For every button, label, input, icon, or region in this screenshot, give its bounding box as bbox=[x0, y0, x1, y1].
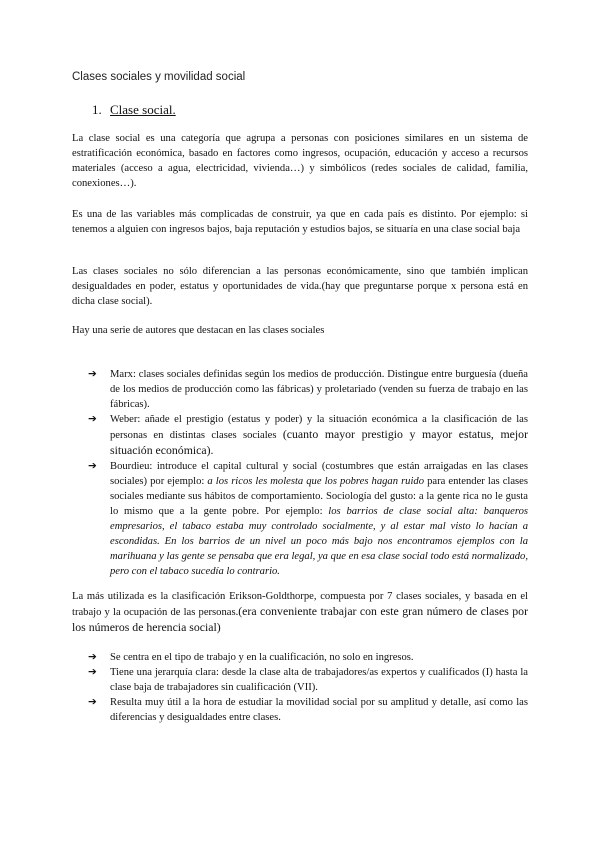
erikson-main-text: La más utilizada es la clasificación Erikson-Goldthorpe, compuesta por 7 clases sociales, y basada en el trabajo y la ocupación de las personas. bbox=[72, 591, 528, 618]
arrow-bullet-icon: ➔ bbox=[88, 666, 97, 678]
feature-text: Tiene una jerarquía clara: desde la clase alta de trabajadores/as expertos y cualificados (I) hasta la clase baja de trabajadores sin cualificación (VII). bbox=[110, 667, 528, 693]
feature-item bbox=[88, 650, 528, 665]
arrow-bullet-icon: ➔ bbox=[88, 651, 97, 663]
feature-item bbox=[88, 695, 528, 725]
feature-item bbox=[88, 665, 528, 695]
section-number: 1. bbox=[92, 102, 102, 117]
author-text-marx: Marx: clases sociales definidas según los medios de producción. Distingue entre burguesía (dueña de los medios de producción como las fábricas) y proletariado (venden su fuerza de trabajo en las fábricas). bbox=[110, 369, 528, 410]
document-title: Clases sociales y movilidad social bbox=[72, 71, 246, 83]
paragraph-authors-intro: Hay una serie de autores que destacan en las clases sociales bbox=[72, 325, 325, 336]
feature-text: Resulta muy útil a la hora de estudiar la movilidad social por su amplitud y detalle, así como las diferencias y desigualdades entre clases. bbox=[110, 697, 528, 723]
arrow-bullet-icon: ➔ bbox=[88, 368, 97, 380]
section-title: Clase social. bbox=[110, 102, 176, 117]
author-example-bourdieu-2: los barrios de clase social alta: banqueros empresarios, el tabaco estaba muy controlado socialmente, y al estar mal visto lo hacían a escondidas. En los barrios de un nivel un poco más bajo nos encontramos ejemplos con la marihuana y las gente se pensaba que era legal, ya que en esa clase social todo está normalizado, pero con el tabaco sucedía lo contrario. bbox=[110, 506, 528, 577]
author-text-bourdieu-a: Bourdieu: introduce el capital cultural y social (costumbres que están arraigadas en las clases sociales) por ejemplo: bbox=[110, 461, 528, 487]
features-list bbox=[88, 650, 528, 725]
arrow-bullet-icon: ➔ bbox=[88, 460, 97, 472]
arrow-bullet-icon: ➔ bbox=[88, 696, 97, 708]
author-item-bourdieu bbox=[88, 459, 528, 579]
paragraph-complexity: Es una de las variables más complicadas de construir, ya que en cada país es distinto. Por ejemplo: si tenemos a alguien con ingresos bajos, baja reputación y estudios bajos, se situaría en una clase social baja bbox=[72, 209, 528, 235]
author-note-weber: (cuanto mayor prestigio y mayor estatus, mejor situación económica). bbox=[110, 427, 528, 457]
erikson-note-text: (era conveniente trabajar con este gran número de clases por los números de herencia social) bbox=[72, 604, 529, 634]
paragraph-definition: La clase social es una categoría que agrupa a personas con posiciones similares en un sistema de estratificación económica, basado en factores como ingresos, ocupación, educación y acceso a recursos materiales (acceso a agua, electricidad, vivienda…) y simbólicos (redes sociales de calidad, familia, conexiones…). bbox=[72, 133, 528, 189]
authors-list bbox=[88, 367, 528, 579]
author-text-bourdieu-c: para entender las clases sociales mediante sus hábitos de comportamiento. Sociología del gusto: a la gente rica no le gusta lo mismo que a la gente pobre. Por ejemplo: bbox=[110, 476, 529, 517]
author-text-weber: Weber: añade el prestigio (estatus y poder) y la situación económica a la clasificación de las personas en distintas clases sociales bbox=[110, 414, 528, 441]
arrow-bullet-icon: ➔ bbox=[88, 413, 97, 425]
paragraph-inequality: Las clases sociales no sólo diferencian a las personas económicamente, sino que también implican desigualdades en poder, estatus y oportunidades de vida.(hay que preguntarse porque x persona está en dicha clase social). bbox=[72, 266, 528, 307]
section-heading bbox=[92, 102, 176, 118]
author-item-marx bbox=[88, 367, 528, 412]
paragraph-erikson-goldthorpe bbox=[72, 589, 528, 636]
feature-text: Se centra en el tipo de trabajo y en la cualificación, no solo en ingresos. bbox=[110, 652, 414, 663]
author-example-bourdieu-1: a los ricos les molesta que los pobres hagan ruido bbox=[207, 476, 425, 487]
author-item-weber bbox=[88, 412, 528, 459]
